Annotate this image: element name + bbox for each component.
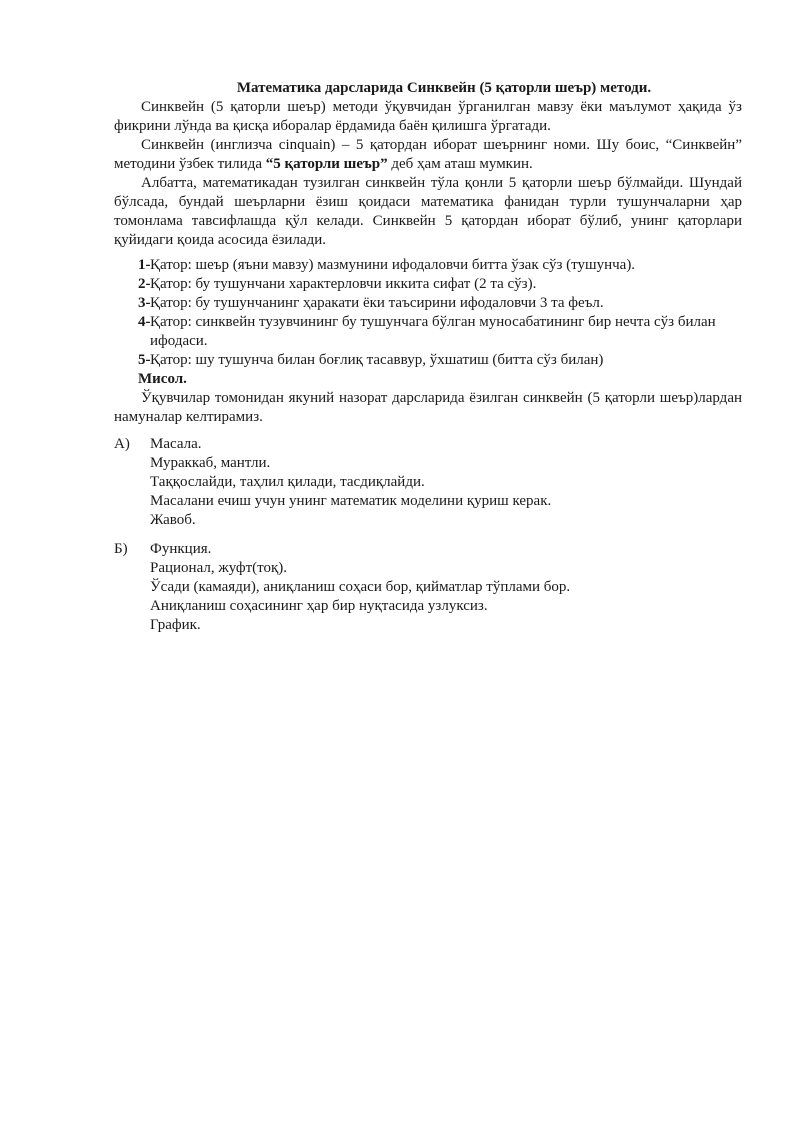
example-line: Ўсади (камаяди), аниқланиш соҳаси бор, қийматлар тўплами бор. [150,579,571,595]
paragraph-rules-intro: Албатта, математикадан тузилган синквейн тўла қонли 5 қаторли шеър бўлмайди. Шундай бўлсада, бундай шеърларни ёзиш қоидаси математика фанидан турли тушунчаларни ҳар томонлама тавсифлашда қўл келади. Синквейн 5 қатордан иборат бўлиб, унинг қаторлари қуйидаги қоида асосида ёзилади. [114,175,742,248]
document-title: Математика дарсларида Синквейн (5 қаторли шеър) методи. [236,80,652,96]
paragraph-definition-end: деб ҳам аташ мумкин. [387,156,533,172]
rule-number: 3- [138,295,151,311]
example-line: Масалани ечиш учун унинг математик моделини қуриш керак. [150,493,552,509]
rule-item [114,275,742,294]
paragraph-definition [114,136,742,174]
rules-list [114,256,742,370]
rule-text: Қатор: синквейн тузувчининг бу тушунчага бўлган муносабатининг бир нечта сўз билан ифодаси. [150,314,716,349]
rule-text: Қатор: шеър (яъни мавзу) мазмунини ифодаловчи битта ўзак сўз (тушунча). [150,257,636,273]
example-line: График. [150,617,201,633]
rule-number: 2- [138,276,151,292]
paragraph-intro: Синквейн (5 қаторли шеър) методи ўқувчидан ўрганилган мавзу ёки маълумот ҳақида ўз фикрини лўнда ва қисқа иборалар ёрдамида баён қилишга ўргатади. [114,99,742,134]
example-line: Функция. [150,541,212,557]
rule-number: 1- [138,257,151,273]
example-heading: Мисол. [138,371,187,387]
rule-item [114,351,742,370]
rule-text: Қатор: бу тушунчанинг ҳаракати ёки таъсирини ифодаловчи 3 та феъл. [150,295,604,311]
document-page [114,72,742,635]
example-line: Мураккаб, мантли. [150,455,271,471]
rule-text: Қатор: бу тушунчани характерловчи иккита сифат (2 та сўз). [150,276,537,292]
example-marker: А) [114,436,130,452]
paragraph-definition-bold: “5 қаторли шеър” [265,156,388,172]
example-line: Рационал, жуфт(тоқ). [150,560,288,576]
example-group-a [114,435,742,530]
example-line: Жавоб. [150,512,196,528]
example-marker: Б) [114,541,128,557]
example-line: Таққослайди, таҳлил қилади, тасдиқлайди. [150,474,425,490]
example-group-b [114,540,742,635]
paragraph-definition-text: Синквейн (инглизча cinquain) – 5 қатордан иборат шеърнинг номи. Шу боис, “Синквейн” методини ўзбек тилида [114,137,742,172]
rule-number: 4- [138,314,151,330]
example-line: Масала. [150,436,202,452]
rule-item [114,256,742,275]
rule-number: 5- [138,352,151,368]
rule-item [114,313,742,351]
example-line: Аниқланиш соҳасининг ҳар бир нуқтасида узлуксиз. [150,598,488,614]
paragraph-examples-intro: Ўқувчилар томонидан якуний назорат дарсларида ёзилган синквейн (5 қаторли шеър)лардан намуналар келтирамиз. [114,390,742,425]
rule-text: Қатор: шу тушунча билан боғлиқ тасаввур, ўхшатиш (битта сўз билан) [150,352,604,368]
rule-item [114,294,742,313]
